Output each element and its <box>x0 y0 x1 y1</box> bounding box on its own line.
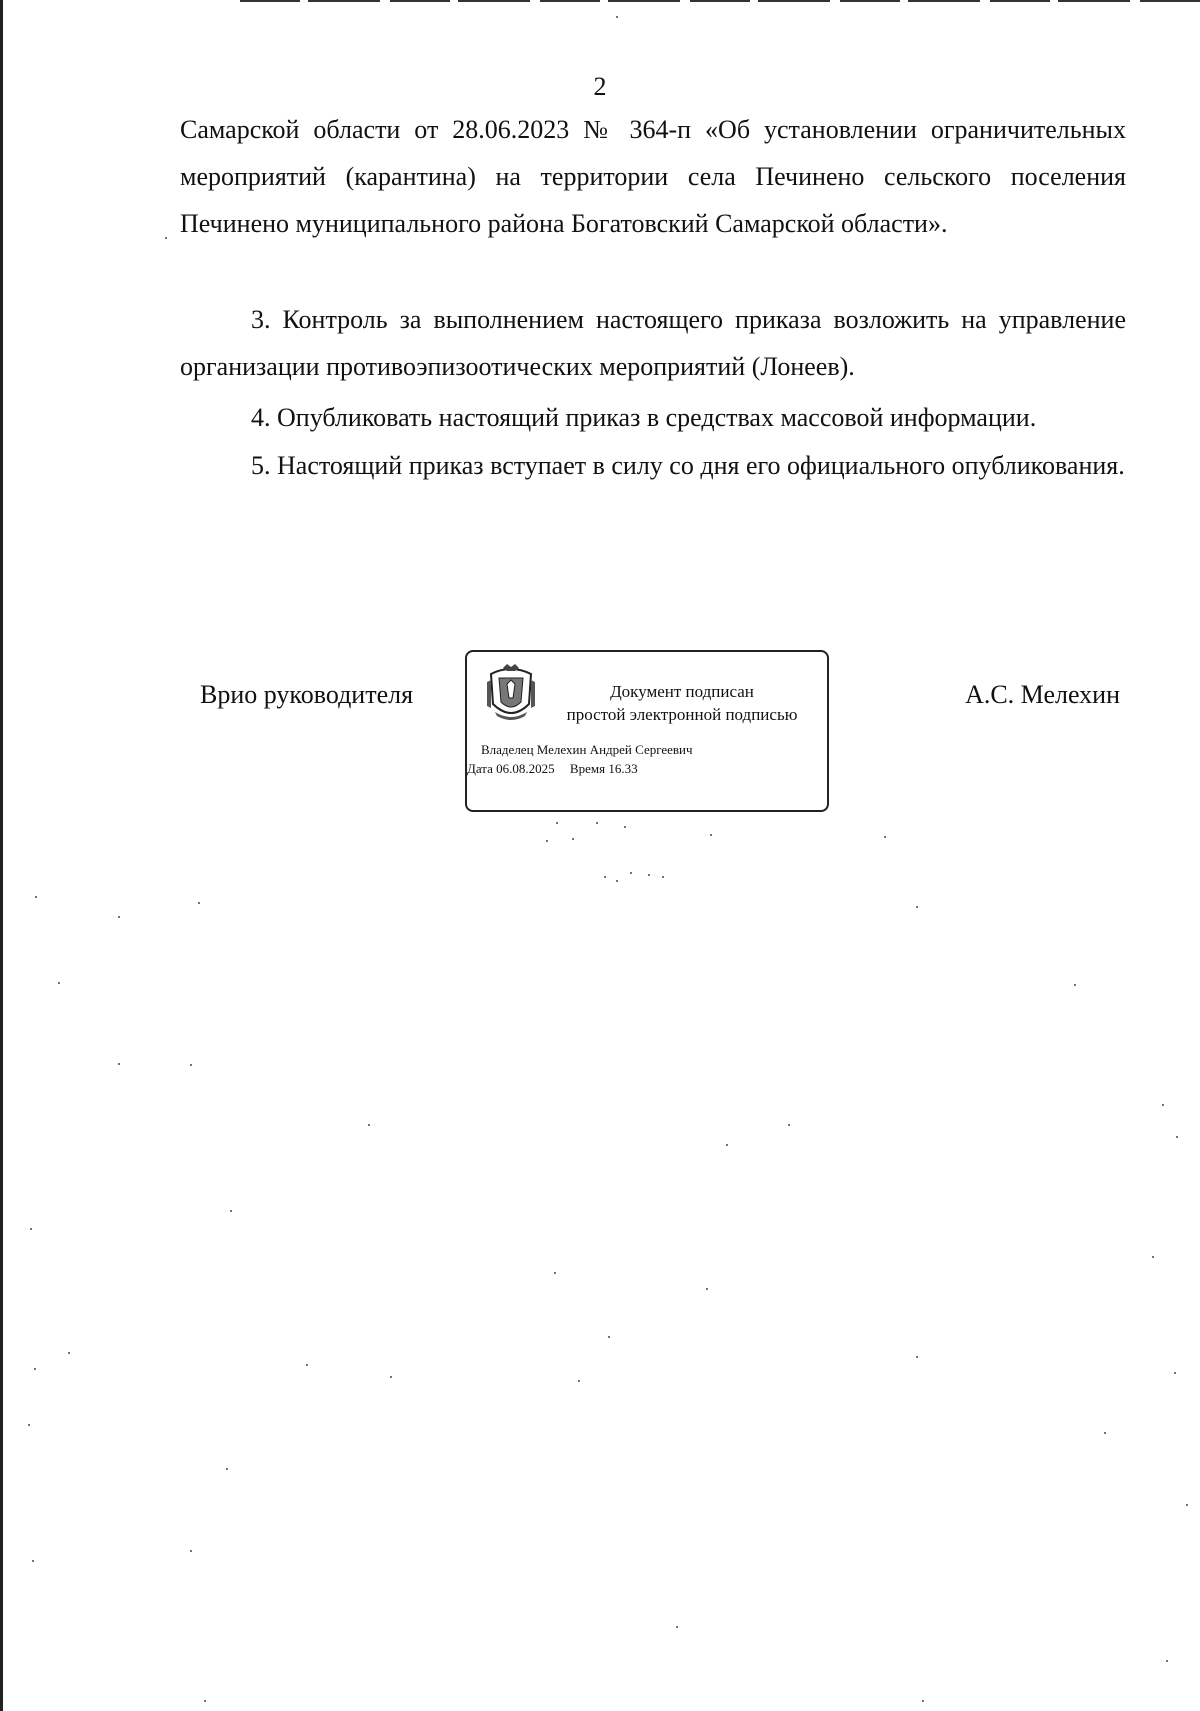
scan-speck <box>1152 1256 1154 1258</box>
scan-speck <box>676 1626 678 1628</box>
scan-speck <box>578 1380 580 1382</box>
scan-speck <box>204 1700 206 1702</box>
scan-speck <box>884 836 886 838</box>
stamp-heading-line: Документ подписан <box>610 682 754 701</box>
signatory-position: Врио руководителя <box>200 680 414 709</box>
scan-speck <box>1176 1136 1178 1138</box>
scan-speck <box>368 1124 370 1126</box>
scan-speck <box>710 834 712 836</box>
scan-speck <box>1074 984 1076 986</box>
scan-speck <box>118 1063 120 1065</box>
scan-speck <box>1174 1372 1176 1374</box>
scan-speck <box>630 872 632 874</box>
paragraph-continuation <box>180 106 1126 247</box>
scan-speck <box>230 1210 232 1212</box>
scan-speck <box>190 1550 192 1552</box>
stamp-time: Время 16.33 <box>569 761 638 776</box>
coat-of-arms-icon <box>485 662 537 724</box>
scan-speck <box>28 1424 30 1426</box>
scan-speck <box>34 1368 36 1370</box>
stamp-heading-line: простой электронной подписью <box>566 705 798 724</box>
scan-speck <box>30 1228 32 1230</box>
paragraph-text: Самарской области от 28.06.2023 № 364-п «Об установлении ограничительных мероприятий (карантина) на территории села Печинено сельского поселения Печинено муниципального района Богатовский Самарской области». <box>180 115 1126 238</box>
stamp-datetime <box>467 761 638 777</box>
paragraph-3 <box>180 296 1126 390</box>
scan-speck <box>624 826 626 828</box>
scan-speck <box>32 1560 34 1562</box>
scan-speck <box>390 1376 392 1378</box>
scan-speck <box>1166 1660 1168 1662</box>
paragraph-4 <box>180 394 1126 441</box>
scan-speck <box>68 1352 70 1354</box>
scan-speck <box>726 1144 728 1146</box>
scan-speck <box>35 896 37 898</box>
scan-speck <box>572 838 574 840</box>
scan-speck <box>165 237 167 239</box>
scan-speck <box>554 1272 556 1274</box>
scan-speck <box>58 982 60 984</box>
stamp-heading <box>547 680 817 726</box>
scan-speck <box>190 1064 192 1066</box>
scan-speck <box>556 822 558 824</box>
paragraph-text: 3. Контроль за выполнением настоящего приказа возложить на управление организации противоэпизоотических мероприятий (Лонеев). <box>180 305 1126 381</box>
scan-speck <box>306 1364 308 1366</box>
scan-speck <box>1186 1504 1188 1506</box>
scan-speck <box>1162 1104 1164 1106</box>
paragraph-5 <box>180 442 1126 489</box>
scan-speck <box>662 876 664 878</box>
scan-speck <box>198 902 200 904</box>
stamp-owner: Владелец Мелехин Андрей Сергеевич <box>481 742 693 757</box>
scan-speck <box>608 1336 610 1338</box>
scan-speck <box>916 906 918 908</box>
page-number: 2 <box>593 72 607 101</box>
electronic-signature-stamp <box>465 650 829 812</box>
scan-speck <box>788 1124 790 1126</box>
paragraph-text: 4. Опубликовать настоящий приказ в средствах массовой информации. <box>251 403 1037 432</box>
scan-speck <box>616 880 618 882</box>
scan-speck <box>118 916 120 918</box>
scan-speck <box>706 1288 708 1290</box>
stamp-date: Дата 06.08.2025 <box>467 761 555 776</box>
scan-speck <box>616 16 618 18</box>
scan-speck <box>1104 1432 1106 1434</box>
scan-speck <box>604 876 606 878</box>
scan-speck <box>596 822 598 824</box>
paragraph-text: 5. Настоящий приказ вступает в силу со дня его официального опубликования. <box>251 451 1125 480</box>
scan-artifact-line <box>240 0 1200 2</box>
scan-speck <box>226 1468 228 1470</box>
scan-speck <box>546 840 548 842</box>
scan-speck <box>648 874 650 876</box>
scan-speck <box>916 1356 918 1358</box>
scan-speck <box>922 1700 924 1702</box>
signatory-name: А.С. Мелехин <box>965 680 1120 709</box>
page-edge <box>0 0 3 1711</box>
